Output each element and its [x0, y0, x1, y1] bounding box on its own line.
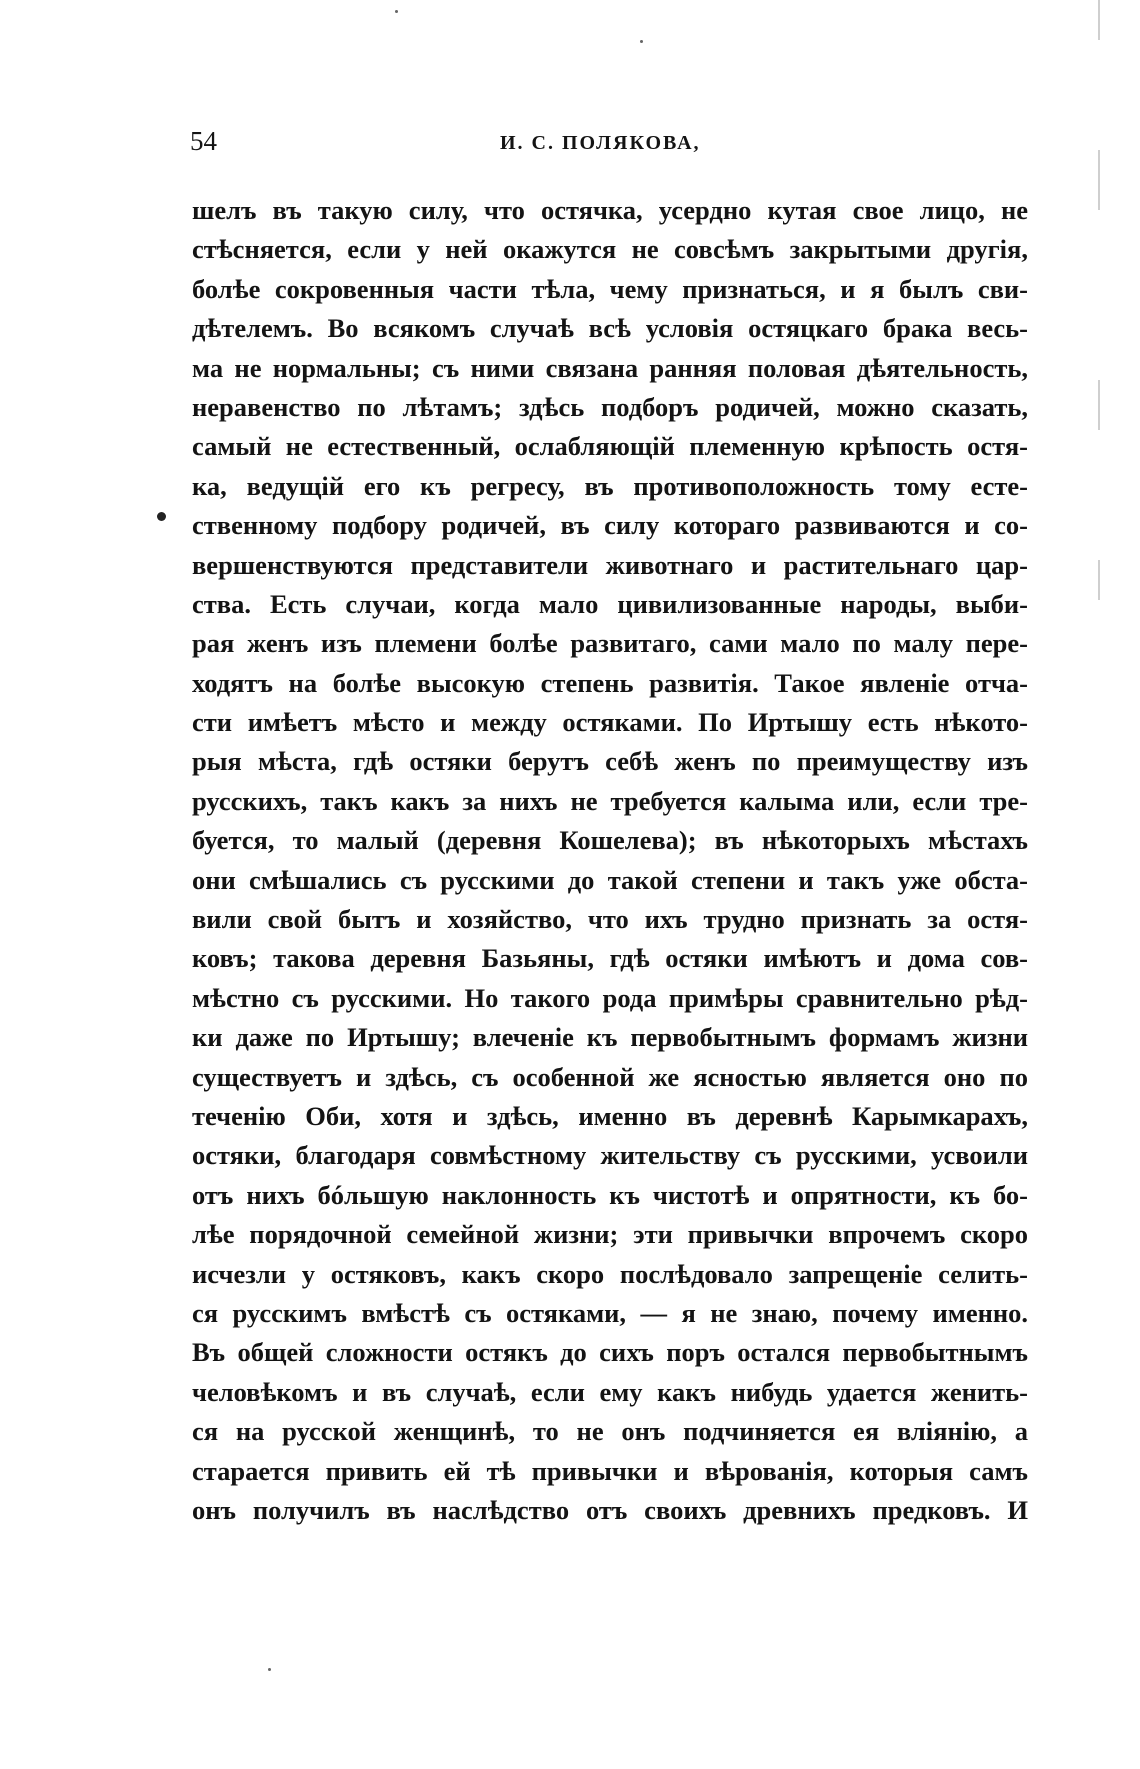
scan-edge-shadow — [1098, 0, 1100, 40]
text-line: отъ нихъ бóльшую наклонность къ чистотѣ и опрятности, къ бо- — [192, 1179, 1028, 1210]
text-line: сти имѣетъ мѣсто и между остяками. По Иртышу есть нѣкото- — [192, 707, 1028, 738]
running-head: И. С. ПОЛЯКОВА, — [500, 132, 701, 154]
text-line: русскихъ, такъ какъ за нихъ не требуется калыма или, если тре- — [192, 785, 1028, 816]
text-line: ки даже по Иртышу; влеченіе къ первобытнымъ формамъ жизни — [192, 1022, 1028, 1053]
scan-edge-shadow — [1098, 150, 1100, 210]
text-line: ковъ; такова деревня Базьяны, гдѣ остяки имѣютъ и дома сов- — [192, 943, 1028, 974]
text-line: ся на русской женщинѣ, то не онъ подчиняется ея вліянію, а — [192, 1416, 1028, 1447]
text-line: старается привить ей тѣ привычки и вѣрованія, которыя самъ — [192, 1455, 1028, 1486]
text-line: самый не естественный, ослабляющій племенную крѣпость остя- — [192, 431, 1028, 462]
text-line: они смѣшались съ русскими до такой степени и такъ уже обста- — [192, 864, 1028, 895]
text-line: мѣстно съ русскими. Но такого рода примѣры сравнительно рѣд- — [192, 982, 1028, 1013]
scan-edge-shadow — [1098, 380, 1100, 430]
text-line: вершенствуются представители животнаго и растительнаго цар- — [192, 549, 1028, 580]
scan-speck — [640, 40, 643, 43]
text-line: болѣе сокровенныя части тѣла, чему признаться, и я былъ сви- — [192, 273, 1028, 304]
scan-speck — [395, 10, 398, 13]
text-line: буется, то малый (деревня Кошелева); въ нѣкоторыхъ мѣстахъ — [192, 825, 1028, 856]
text-line: стѣсняется, если у ней окажутся не совсѣмъ закрытыми другія, — [192, 234, 1028, 265]
text-line: неравенство по лѣтамъ; здѣсь подборъ родичей, можно сказать, — [192, 391, 1028, 422]
page-header — [190, 126, 1030, 166]
text-line: лѣе порядочной семейной жизни; эти привычки впрочемъ скоро — [192, 1219, 1028, 1250]
text-line: ходятъ на болѣе высокую степень развитія. Такое явленіе отча- — [192, 667, 1028, 698]
text-line: ственному подбору родичей, въ силу котораго развиваются и со- — [192, 510, 1028, 541]
page-number: 54 — [190, 126, 217, 156]
body-text — [192, 191, 1028, 1530]
text-line: дѣтелемъ. Во всякомъ случаѣ всѣ условія остяцкаго брака весь- — [192, 313, 1028, 344]
text-line: Въ общей сложности остякъ до сихъ поръ остался первобытнымъ — [192, 1337, 1028, 1368]
text-line: ства. Есть случаи, когда мало цивилизованные народы, выби- — [192, 588, 1028, 619]
text-line: шелъ въ такую силу, что остячка, усердно кутая свое лицо, не — [192, 195, 1028, 225]
text-line: остяки, благодаря совмѣстному жительству съ русскими, усвоили — [192, 1140, 1028, 1171]
text-line: теченію Оби, хотя и здѣсь, именно въ деревнѣ Карымкарахъ, — [192, 1100, 1028, 1131]
scan-speck — [268, 1668, 271, 1671]
text-line: ся русскимъ вмѣстѣ съ остяками, — я не знаю, почему именно. — [192, 1297, 1028, 1328]
text-line: рыя мѣста, гдѣ остяки берутъ себѣ женъ по преимуществу изъ — [192, 746, 1028, 777]
margin-mark — [157, 512, 166, 521]
text-line: человѣкомъ и въ случаѣ, если ему какъ нибудь удается женить- — [192, 1376, 1028, 1407]
text-line: рая женъ изъ племени болѣе развитаго, сами мало по малу пере- — [192, 628, 1028, 659]
text-line: вили свой бытъ и хозяйство, что ихъ трудно признать за остя- — [192, 904, 1028, 935]
text-line: ка, ведущій его къ регресу, въ противоположность тому есте- — [192, 470, 1028, 501]
text-line: онъ получилъ въ наслѣдство отъ своихъ древнихъ предковъ. И — [192, 1494, 1028, 1525]
text-line: существуетъ и здѣсь, съ особенной же ясностью является оно по — [192, 1061, 1028, 1092]
text-line: ма не нормальны; съ ними связана ранняя половая дѣятельность, — [192, 352, 1028, 383]
text-line: исчезли у остяковъ, какъ скоро послѣдовало запрещеніе селить- — [192, 1258, 1028, 1289]
scan-edge-shadow — [1098, 560, 1100, 600]
